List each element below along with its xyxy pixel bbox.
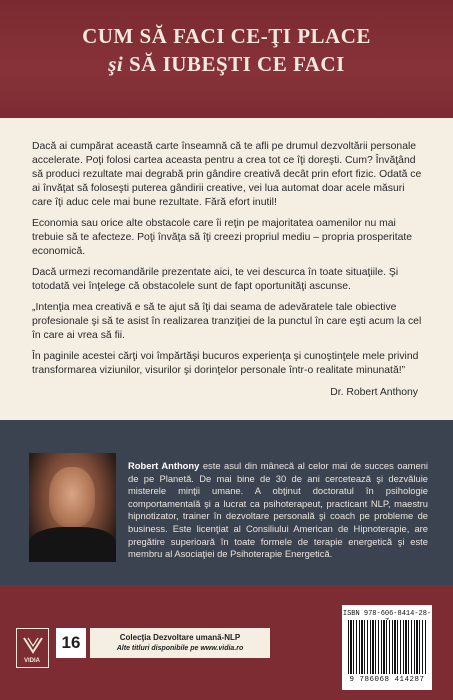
isbn-label: ISBN 978-606-8414-28- bbox=[342, 610, 432, 618]
author-face bbox=[49, 467, 95, 527]
title-conjunction: şi bbox=[108, 52, 124, 76]
paragraph-2: Economia sau orice alte obstacole care îi reţin pe majoritatea oamenilor nu mai trebuie să te afecteze. Poţi învăţa să îţi creezi propriul mediu – propria prosperitate economică. bbox=[32, 218, 413, 257]
signature: Dr. Robert Anthony bbox=[330, 387, 418, 398]
title-line-1: CUM SĂ FACI CE-ŢI PLACE bbox=[82, 24, 371, 48]
paragraph-3: Dacă urmezi recomandările prezentate aici, te vei descurca în toate situaţiile. Şi totodată vei înţelege că obstacolele sunt de fapt oportunităţi ascunse. bbox=[32, 267, 399, 292]
author-shirt bbox=[29, 527, 116, 562]
author-bio-text: este asul din mânecă al celor mai de succes oameni de pe Planetă. De mai bine de 30 de ani cercetează şi dezvăluie misterele minţii umane. A obţinut doctoratul în psihologie comportamentală şi a lucrat ca psihoterapeut, practicant NLP, maestru hipnotizator, trainer în dezvoltare personală şi coach pe probleme de business. Este licenţiat al Consiliului American de Hipnoterapie, are pregătire superioară în toate formele de terapie energetică şi este membru al Asociaţiei de Psihoterapie Energetică. bbox=[128, 460, 429, 560]
collection-name: Colecţia Dezvoltare umană-NLP bbox=[119, 633, 241, 642]
title-line-2 bbox=[0, 50, 453, 78]
paragraph-5: În paginile acestei cărţi voi împărtăşi bucuros experienţa şi cunoştinţele mele privind transformarea viziunilor, visurilor şi dorinţelor personale într-o realitate minunată!” bbox=[32, 351, 419, 376]
book-title bbox=[0, 22, 453, 78]
publisher-logo bbox=[16, 628, 49, 668]
author-bio bbox=[128, 460, 428, 561]
publisher-logo-icon bbox=[23, 636, 43, 654]
title-line-2-rest: SĂ IUBEŞTI CE FACI bbox=[123, 52, 345, 76]
volume-number: 16 bbox=[56, 628, 86, 658]
paragraph-4: „Intenţia mea creativă e să te ajut să îţi dai seama de adevăratele tale obiective profesionale şi să te asist în realizarea tranziţiei de la punctul în care eşti acum la cel în care ai vrea să fii. bbox=[32, 302, 422, 341]
paragraph-1: Dacă ai cumpărat această carte înseamnă că te afli pe drumul dezvoltării personale accelerate. Poţi folosi cartea aceasta pentru a crea tot ce îţi doreşti. Cum? Învăţând să produci rezultate mai degrabă prin gândire creativă decât prin efort fizic. Odată ce ai învăţat să foloseşti puterea gândirii creative, vei lua automat doar acele măsuri care îţi aduc cele mai bune rezultate. Fără efort inutil! bbox=[32, 141, 422, 208]
barcode-digits: 9 786068 414287 bbox=[349, 676, 425, 684]
back-cover-text bbox=[32, 140, 424, 407]
barcode-icon bbox=[348, 620, 426, 674]
author-photo bbox=[29, 453, 116, 562]
publisher-name: VIDIA bbox=[23, 658, 40, 664]
collection-note: Alte titluri disponibile pe www.vidia.ro bbox=[116, 645, 244, 652]
author-name: Robert Anthony bbox=[128, 460, 200, 471]
collection-box bbox=[90, 628, 270, 658]
isbn-barcode-box bbox=[342, 605, 432, 690]
